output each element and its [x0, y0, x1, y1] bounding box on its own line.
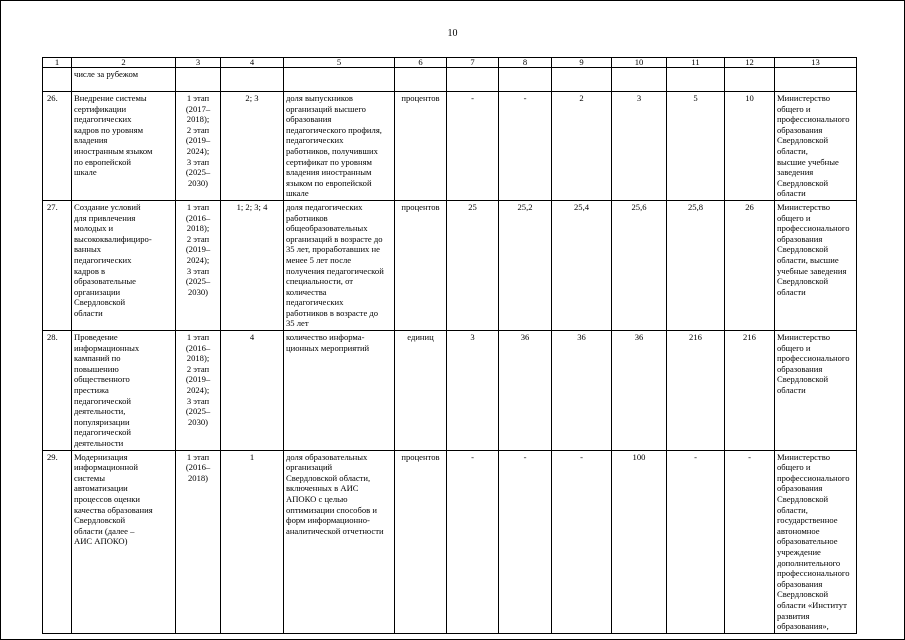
table-cell [176, 68, 221, 92]
page-number: 10 [447, 28, 458, 39]
table-cell: 36 [499, 331, 552, 451]
table-cell: Создание условий для привлечения молодых и высококвалифициро- ванных педагогических кадров в образовательные организации Свердловской области [72, 200, 176, 330]
table-cell: - [447, 450, 499, 633]
table-cell: Модернизация информационной системы автоматизации процессов оценки качества образования Свердловской области (далее – АИС АПОКО) [72, 450, 176, 633]
table-cell: 28. [43, 331, 72, 451]
table-cell [612, 68, 667, 92]
table-cell: 25 [447, 200, 499, 330]
table-cell [552, 68, 612, 92]
table-cell [447, 68, 499, 92]
table-cell: 1; 2; 3; 4 [221, 200, 284, 330]
table-cell: 25,8 [667, 200, 725, 330]
table-cell: 1 этап (2017– 2018); 2 этап (2019– 2024); 3 этап (2025– 2030) [176, 92, 221, 201]
table-cell: 29. [43, 450, 72, 633]
table-header-row [43, 58, 857, 68]
table-cell: доля образовательных организаций Свердловской области, включенных в АИС АПОКО с целью оптимизации способов и форм информационно- аналитической отчетности [284, 450, 395, 633]
table-cell: - [447, 92, 499, 201]
table-cell [395, 68, 447, 92]
table-cell [499, 68, 552, 92]
table-cell: 26. [43, 92, 72, 201]
column-header: 9 [552, 58, 612, 68]
column-header: 10 [612, 58, 667, 68]
table-cell: 5 [667, 92, 725, 201]
table-cell [43, 68, 72, 92]
column-header: 4 [221, 58, 284, 68]
table-cell: 25,2 [499, 200, 552, 330]
table-cell: 10 [725, 92, 775, 201]
column-header: 3 [176, 58, 221, 68]
table-cell: 216 [725, 331, 775, 451]
table-cell [775, 68, 857, 92]
table-cell: 3 [612, 92, 667, 201]
column-header: 2 [72, 58, 176, 68]
table-cell: Внедрение системы сертификации педагогических кадров по уровням владения иностранным языком по европейской шкале [72, 92, 176, 201]
table-cell: 1 этап (2016– 2018) [176, 450, 221, 633]
column-header: 12 [725, 58, 775, 68]
table-cell: 1 этап (2016– 2018); 2 этап (2019– 2024); 3 этап (2025– 2030) [176, 331, 221, 451]
table-cell: - [552, 450, 612, 633]
table-cell [667, 68, 725, 92]
table-row [43, 331, 857, 451]
table-row [43, 200, 857, 330]
column-header: 1 [43, 58, 72, 68]
column-header: 11 [667, 58, 725, 68]
table-cell: 4 [221, 331, 284, 451]
table-cell: 25,4 [552, 200, 612, 330]
table-cell: числе за рубежом [72, 68, 176, 92]
column-header: 13 [775, 58, 857, 68]
table-cell: 2 [552, 92, 612, 201]
table-cell: 1 этап (2016– 2018); 2 этап (2019– 2024); 3 этап (2025– 2030) [176, 200, 221, 330]
table-row [43, 68, 857, 92]
table-cell: 100 [612, 450, 667, 633]
table-cell: доля выпускников организаций высшего образования педагогического профиля, педагогических работников, получивших сертификат по уровням владения иностранным языком по европейской шкале [284, 92, 395, 201]
table-cell: 216 [667, 331, 725, 451]
table-cell [221, 68, 284, 92]
table-cell: - [499, 92, 552, 201]
column-header: 8 [499, 58, 552, 68]
table-cell: 36 [612, 331, 667, 451]
table-cell: 1 [221, 450, 284, 633]
table-cell: 25,6 [612, 200, 667, 330]
table-cell: - [499, 450, 552, 633]
table-cell: 36 [552, 331, 612, 451]
table-cell [725, 68, 775, 92]
table-row [43, 450, 857, 633]
table-cell: - [725, 450, 775, 633]
table-cell: Министерство общего и профессионального образования Свердловской области, государственное автономное образовательное учреждение дополнительного профессионального образования Свердловской области «Институт развития образования», [775, 450, 857, 633]
table-cell: Проведение информационных кампаний по повышению общественного престижа педагогической деятельности, популяризации педагогической деятельности [72, 331, 176, 451]
table-cell: процентов [395, 450, 447, 633]
table-row [43, 92, 857, 201]
column-header: 5 [284, 58, 395, 68]
table-cell: - [667, 450, 725, 633]
table-cell: 27. [43, 200, 72, 330]
column-header: 7 [447, 58, 499, 68]
table-cell: Министерство общего и профессионального образования Свердловской области, высшие учебные заведения Свердловской области [775, 200, 857, 330]
table-cell [284, 68, 395, 92]
table-cell: Министерство общего и профессионального образования Свердловской области [775, 331, 857, 451]
table-cell: единиц [395, 331, 447, 451]
column-header: 6 [395, 58, 447, 68]
table-cell: 3 [447, 331, 499, 451]
table-cell: 2; 3 [221, 92, 284, 201]
table-cell: доля педагогических работников общеобразовательных организаций в возрасте до 35 лет, проработавших не менее 5 лет после получения педагогической специальности, от количества педагогических работников в возрасте до 35 лет [284, 200, 395, 330]
indicators-table [42, 57, 857, 634]
table-cell: процентов [395, 200, 447, 330]
table-cell: процентов [395, 92, 447, 201]
table-cell: количество информа- ционных мероприятий [284, 331, 395, 451]
table-cell: Министерство общего и профессионального образования Свердловской области, высшие учебные заведения Свердловской области [775, 92, 857, 201]
table-cell: 26 [725, 200, 775, 330]
